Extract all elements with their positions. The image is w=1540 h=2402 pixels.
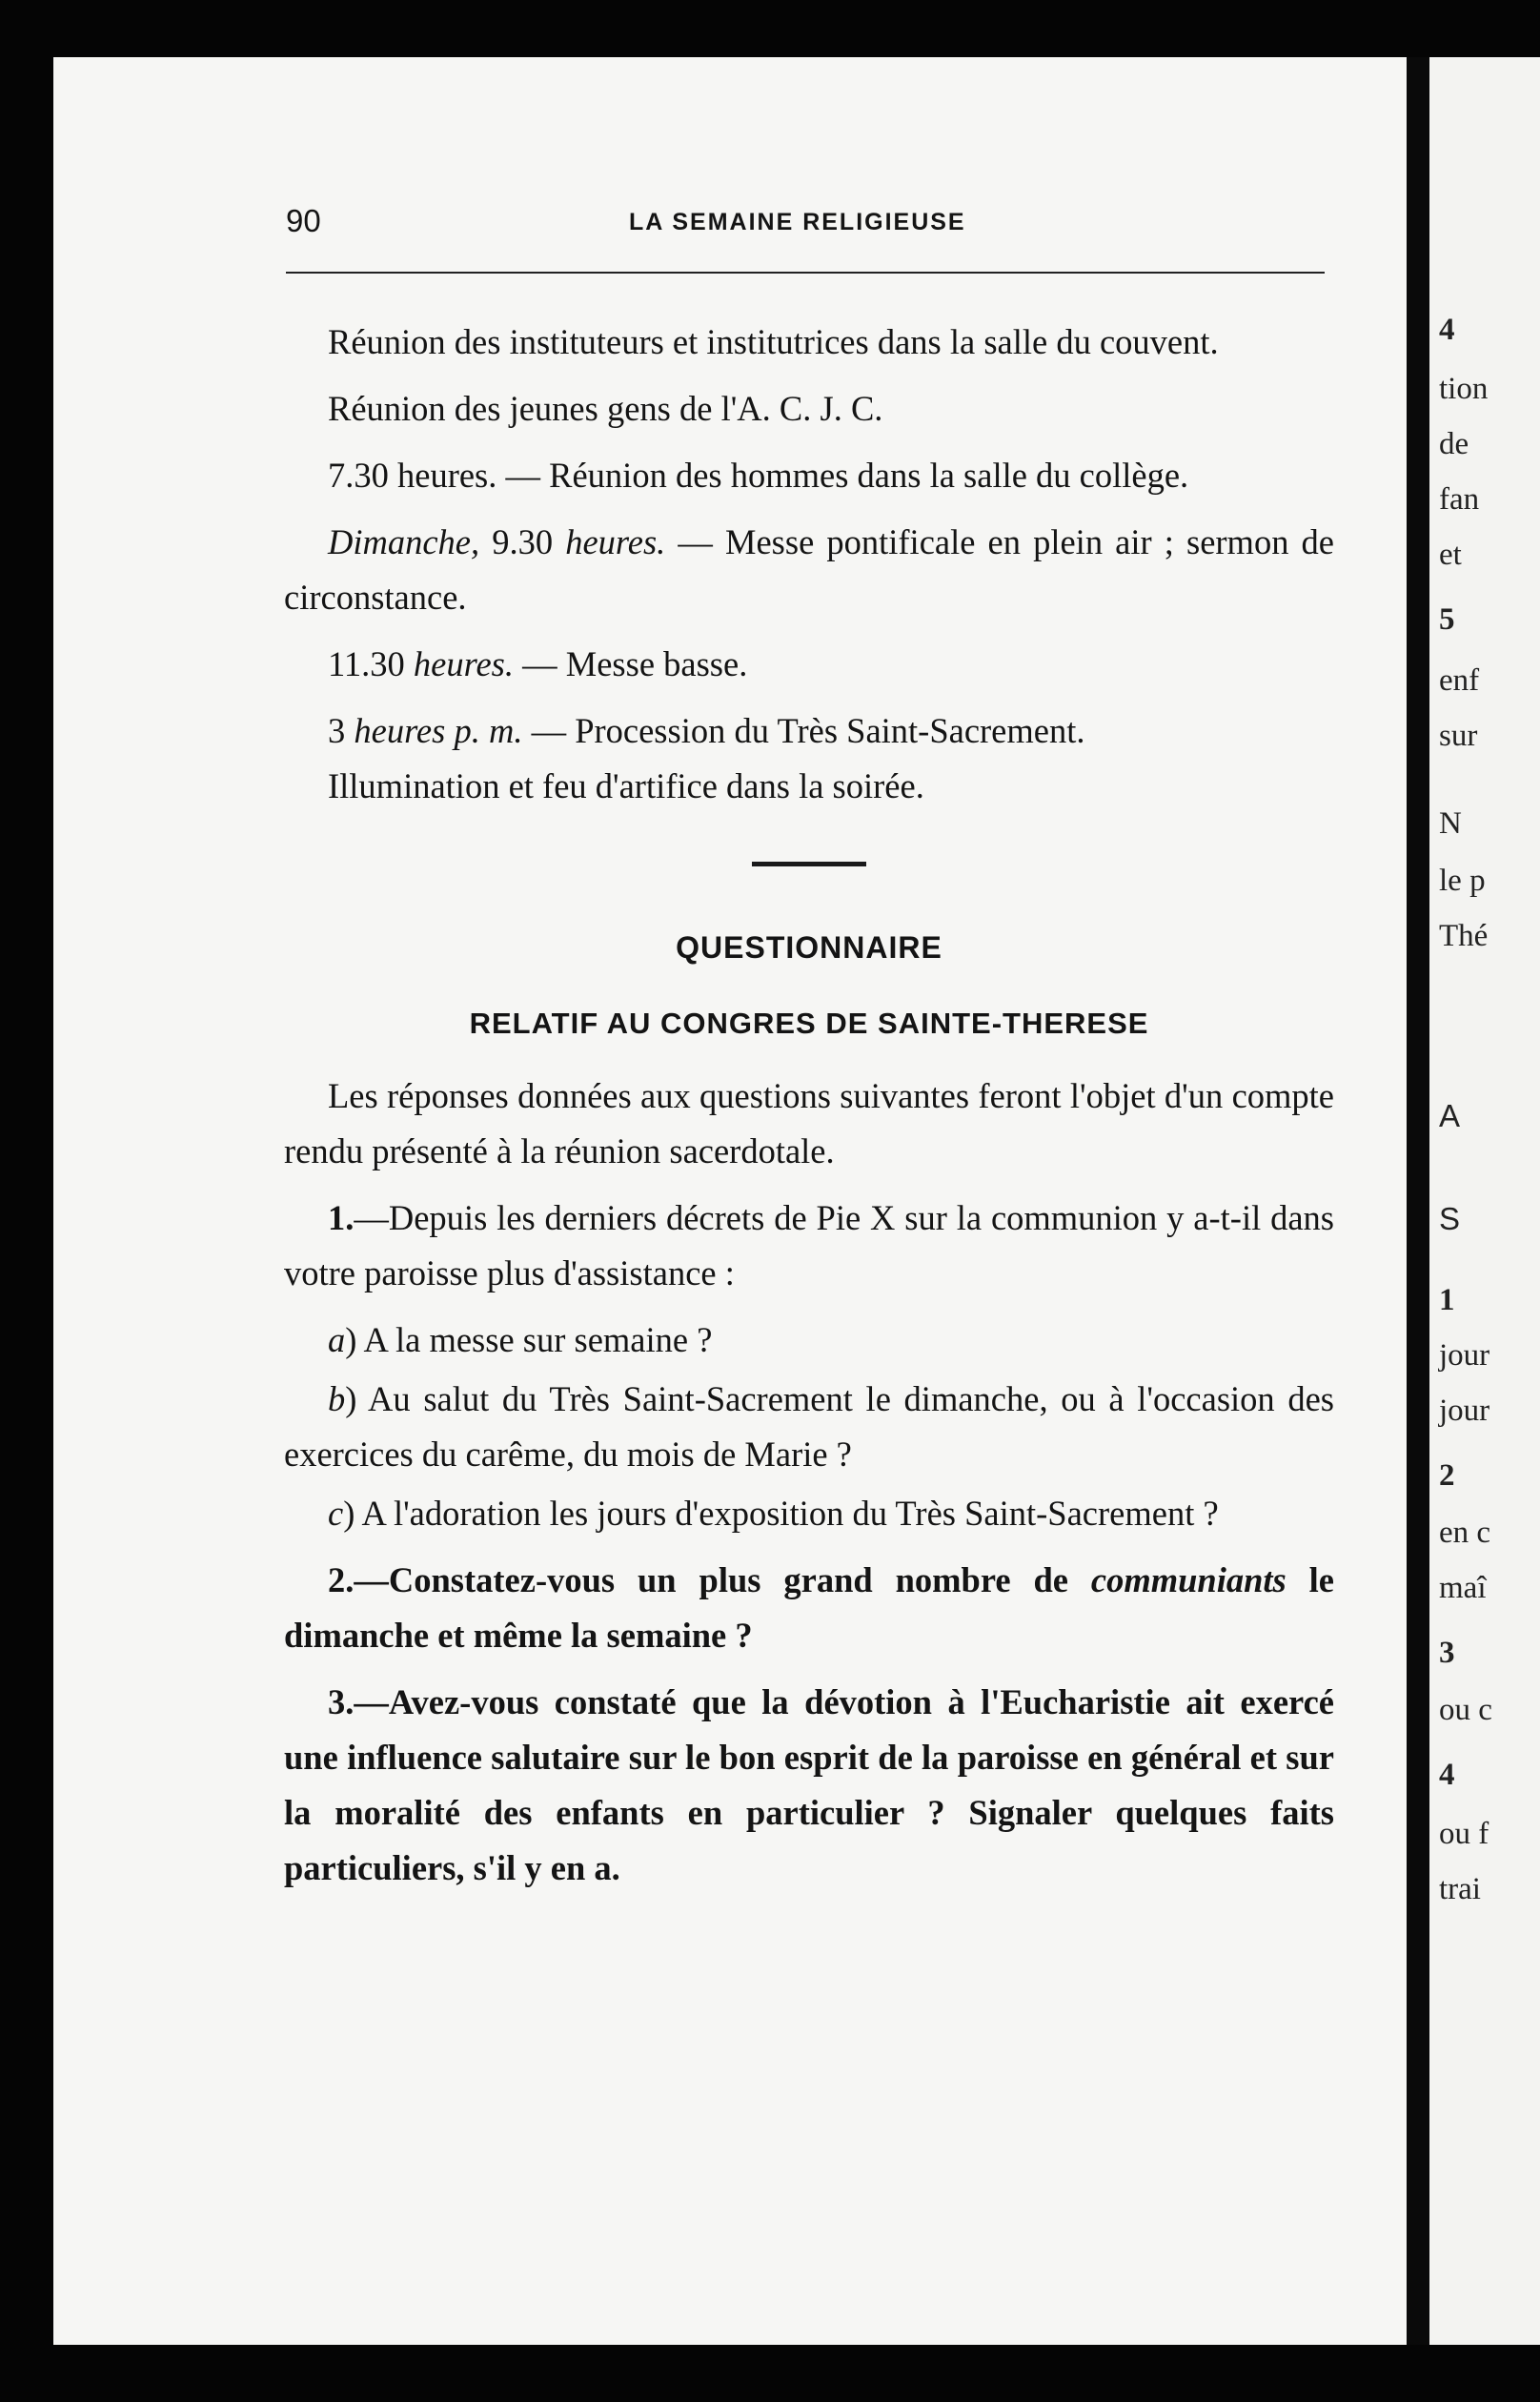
paragraph <box>284 448 1334 503</box>
facing-line: ou f <box>1439 1817 1489 1851</box>
facing-line: N <box>1439 806 1462 841</box>
paragraph <box>284 515 1334 625</box>
running-title: LA SEMAINE RELIGIEUSE <box>629 209 966 235</box>
facing-line: 4 <box>1439 313 1455 347</box>
facing-line: tion <box>1439 372 1489 406</box>
facing-line: le p <box>1439 864 1486 898</box>
time-number: 3 <box>328 711 355 750</box>
paragraph: Illumination et feu d'artifice dans la soirée. <box>328 766 924 805</box>
facing-line: S <box>1439 1201 1461 1236</box>
facing-line: 5 <box>1439 602 1455 637</box>
paragraph-text: — Procession du Très Saint-Sacrement. <box>522 711 1085 750</box>
time-word: heures. <box>413 644 514 683</box>
question-2 <box>284 1553 1334 1663</box>
facing-line: jour <box>1439 1394 1490 1428</box>
facing-line: 4 <box>1439 1758 1455 1792</box>
question-3 <box>284 1675 1334 1896</box>
page-header <box>286 203 1334 251</box>
question-text: —Avez-vous constaté que la dévotion à l'Eucharistie ait exercé une influence salutaire sur le bon esprit de la paroisse en général et sur la moralité des enfants en particulier ? Signaler quelques faits particuliers, s'il y en a. <box>284 1682 1334 1887</box>
time-word: heures. <box>565 522 666 561</box>
item-text: ) Au salut du Très Saint-Sacrement le dimanche, ou à l'occasion des exercices du carême, du mois de Marie ? <box>284 1379 1334 1474</box>
item-letter: b <box>328 1379 346 1418</box>
question-emphasis: communiants <box>1090 1560 1287 1599</box>
question-number: 3. <box>328 1682 355 1721</box>
facing-line: jour <box>1439 1338 1490 1373</box>
question-number: 1. <box>328 1198 355 1237</box>
facing-line: en c <box>1439 1516 1491 1550</box>
facing-line: 2 <box>1439 1458 1455 1493</box>
facing-line: 1 <box>1439 1283 1455 1317</box>
item-letter: a <box>328 1320 346 1359</box>
facing-line: maî <box>1439 1571 1487 1605</box>
question-text: —Depuis les derniers décrets de Pie X sur la communion y a-t-il dans votre paroisse plus d'assistance : <box>284 1198 1334 1293</box>
facing-page <box>1429 57 1540 2345</box>
item-text: ) A l'adoration les jours d'exposition du Très Saint-Sacrement ? <box>343 1494 1219 1533</box>
section-title: QUESTIONNAIRE <box>676 930 942 965</box>
paragraph-text: — Réunion des hommes dans la salle du collège. <box>496 456 1189 495</box>
paragraph-text: — Messe basse. <box>514 644 748 683</box>
paragraph: Réunion des jeunes gens de l'A. C. J. C. <box>328 389 883 428</box>
section-subtitle: RELATIF AU CONGRES DE SAINTE-THERESE <box>469 1007 1149 1040</box>
facing-line: enf <box>1439 663 1480 698</box>
paragraph <box>284 703 1334 759</box>
paragraph: Réunion des instituteurs et institutrices dans la salle du couvent. <box>328 322 1219 361</box>
facing-line: sur <box>1439 719 1478 753</box>
time-label: 7.30 heures. <box>328 456 497 495</box>
time-number: 11.30 <box>328 644 414 683</box>
question-text: —Constatez-vous un plus grand nombre de <box>354 1560 1091 1599</box>
item-text: ) A la messe sur semaine ? <box>345 1320 713 1359</box>
question-text: le dimanche et même la semaine ? <box>284 1560 1334 1655</box>
facing-line: 3 <box>1439 1636 1455 1670</box>
question-1 <box>284 1191 1334 1301</box>
paragraph <box>284 637 1334 692</box>
section-divider <box>752 862 866 866</box>
facing-line: ou c <box>1439 1693 1492 1727</box>
time-word: heures p. m. <box>354 711 523 750</box>
question-number: 2. <box>328 1560 355 1599</box>
item-letter: c <box>328 1494 344 1533</box>
facing-line: de <box>1439 427 1469 461</box>
day-label: Dimanche, <box>328 522 480 561</box>
question-1b <box>284 1372 1334 1482</box>
header-rule <box>286 272 1325 274</box>
time-number: 9.30 <box>479 522 566 561</box>
facing-line: A <box>1439 1098 1461 1133</box>
facing-line: trai <box>1439 1872 1481 1906</box>
question-1c <box>284 1486 1334 1541</box>
facing-line: Thé <box>1439 919 1489 953</box>
page-number: 90 <box>286 203 321 238</box>
question-1a <box>284 1313 1334 1368</box>
facing-line: fan <box>1439 482 1480 517</box>
paragraph-text: — Messe pontificale en plein air ; sermon de circonstance. <box>284 522 1334 617</box>
questionnaire-intro: Les réponses données aux questions suivantes feront l'objet d'un compte rendu présenté à la réunion sacerdotale. <box>284 1076 1334 1170</box>
page-gutter <box>1407 57 1429 2345</box>
page-body <box>284 315 1334 1907</box>
facing-line: et <box>1439 538 1462 572</box>
